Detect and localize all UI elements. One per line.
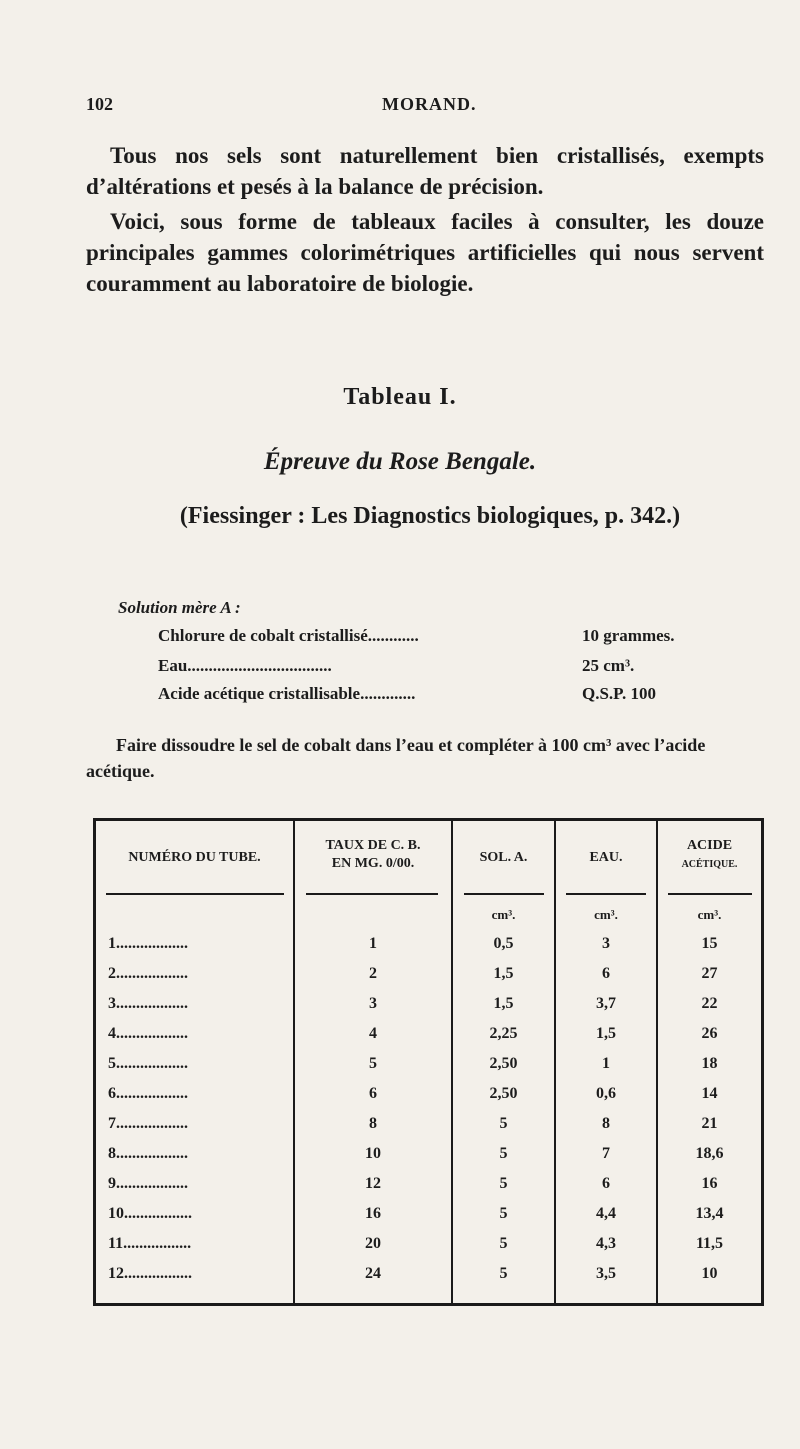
table-row	[96, 1085, 761, 1109]
cell-eau: 6	[602, 1175, 610, 1192]
bibliographic-reference: (Fiessinger : Les Diagnostics biologiques, p. 342.)	[179, 503, 681, 529]
cell-eau: 7	[602, 1145, 610, 1162]
cell-tube: 11.................	[108, 1235, 192, 1252]
cell-taux: 2	[369, 965, 377, 982]
header-taux	[295, 837, 451, 873]
cell-eau: 4,4	[596, 1205, 616, 1222]
cell-tube: 5..................	[108, 1055, 188, 1072]
cell-taux: 4	[369, 1025, 377, 1042]
ingredient-quantity: Q.S.P. 100	[582, 684, 657, 703]
cell-acide: 18	[701, 1055, 718, 1072]
cell-tube: 1..................	[108, 935, 188, 952]
cell-eau: 0,6	[596, 1085, 616, 1102]
cell-sol: 5	[499, 1265, 508, 1282]
cell-sol: 2,50	[489, 1085, 518, 1102]
ingredient-name: Chlorure de cobalt cristallisé............	[158, 626, 419, 645]
cell-acide: 15	[701, 935, 718, 952]
running-header	[86, 94, 751, 118]
table-row	[96, 1265, 761, 1289]
cell-sol: 0,5	[493, 935, 514, 952]
header-rule	[306, 893, 438, 895]
cell-eau: 1,5	[596, 1025, 616, 1042]
cell-sol: 5	[499, 1115, 508, 1132]
table-row	[96, 965, 761, 989]
table-row	[96, 935, 761, 959]
cell-acide: 22	[701, 995, 718, 1012]
header-eau: EAU.	[589, 850, 623, 865]
table-row	[96, 1235, 761, 1259]
cell-acide: 27	[701, 965, 718, 982]
cell-taux: 12	[365, 1175, 381, 1192]
cell-eau: 1	[602, 1055, 610, 1072]
cell-taux: 10	[365, 1145, 381, 1162]
cell-eau: 3,5	[596, 1265, 616, 1282]
cell-sol: 5	[499, 1205, 508, 1222]
cell-acide: 10	[701, 1265, 718, 1282]
cell-tube: 3..................	[108, 995, 188, 1012]
colorimetric-table	[93, 818, 764, 1306]
cell-acide: 13,4	[695, 1205, 724, 1222]
cell-sol: 2,25	[489, 1025, 518, 1042]
solution-label: Solution mère A :	[118, 598, 241, 617]
header-acide	[658, 837, 761, 874]
cell-eau: 8	[602, 1115, 610, 1132]
running-head: MORAND.	[382, 94, 477, 114]
ingredient-line	[158, 656, 718, 678]
ingredient-quantity: 10 grammes.	[582, 626, 675, 645]
intro-paragraph-2: Voici, sous forme de tableaux faciles à consulter, les douze principales gammes colorimétriques artificielles qui nous servent couramment au laboratoire de biologie.	[86, 209, 764, 296]
ingredient-line	[158, 684, 718, 706]
header-taux-line2: EN MG. 0/00.	[331, 856, 415, 871]
table-row	[96, 995, 761, 1019]
cell-eau: 3	[602, 935, 610, 952]
cell-taux: 8	[369, 1115, 377, 1132]
cell-sol: 1,5	[493, 995, 514, 1012]
ingredient-name: Eau..................................	[158, 656, 332, 675]
header-sol: SOL. A.	[479, 850, 528, 865]
table-row	[96, 1025, 761, 1049]
cell-tube: 10.................	[108, 1205, 192, 1222]
test-title: Épreuve du Rose Bengale.	[263, 448, 537, 475]
page-number: 102	[86, 94, 113, 114]
table-title: Tableau I.	[343, 384, 457, 410]
preparation-instruction: Faire dissoudre le sel de cobalt dans l’eau et compléter à 100 cm³ avec l’acide acétique.	[86, 735, 706, 781]
ingredient-line	[158, 626, 718, 648]
header-tube: NUMÉRO DU TUBE.	[128, 850, 261, 865]
cell-tube: 8..................	[108, 1145, 188, 1162]
header-acide-line2: ACÉTIQUE.	[681, 859, 738, 870]
cell-tube: 6..................	[108, 1085, 188, 1102]
header-rule	[464, 893, 544, 895]
cell-sol: 2,50	[489, 1055, 518, 1072]
ingredient-name: Acide acétique cristallisable.............	[158, 684, 416, 703]
cell-tube: 4..................	[108, 1025, 188, 1042]
cell-sol: 5	[499, 1145, 508, 1162]
cell-taux: 5	[369, 1055, 377, 1072]
cell-tube: 7..................	[108, 1115, 188, 1132]
cell-acide: 16	[701, 1175, 718, 1192]
cell-acide: 14	[701, 1085, 718, 1102]
header-acide-line1: ACIDE	[686, 838, 733, 853]
cell-taux: 6	[369, 1085, 377, 1102]
ingredient-quantity: 25 cm³.	[582, 656, 635, 675]
cell-taux: 20	[365, 1235, 381, 1252]
table-row	[96, 1145, 761, 1169]
intro-paragraph-1: Tous nos sels sont naturellement bien cristallisés, exempts d’altérations et pesés à la balance de précision.	[86, 143, 764, 199]
unit-eau: cm³.	[594, 907, 618, 922]
cell-sol: 5	[499, 1235, 508, 1252]
cell-eau: 3,7	[596, 995, 616, 1012]
header-rule	[668, 893, 752, 895]
cell-eau: 6	[602, 965, 610, 982]
cell-tube: 2..................	[108, 965, 188, 982]
unit-sol: cm³.	[491, 907, 516, 922]
cell-acide: 21	[701, 1115, 718, 1132]
table-row	[96, 1175, 761, 1199]
table-row	[96, 1115, 761, 1139]
cell-sol: 5	[499, 1175, 508, 1192]
header-taux-line1: TAUX DE C. B.	[325, 838, 421, 853]
cell-taux: 24	[365, 1265, 381, 1282]
cell-taux: 3	[369, 995, 377, 1012]
cell-acide: 26	[701, 1025, 718, 1042]
cell-acide: 11,5	[695, 1235, 724, 1252]
cell-taux: 1	[369, 935, 377, 952]
cell-eau: 4,3	[596, 1235, 616, 1252]
cell-taux: 16	[365, 1205, 381, 1222]
cell-tube: 9..................	[108, 1175, 188, 1192]
table-row	[96, 1055, 761, 1079]
unit-acide: cm³.	[697, 907, 722, 922]
cell-acide: 18,6	[695, 1145, 724, 1162]
cell-tube: 12.................	[108, 1265, 192, 1282]
cell-sol: 1,5	[493, 965, 514, 982]
header-rule	[106, 893, 284, 895]
header-rule	[566, 893, 646, 895]
table-row	[96, 1205, 761, 1229]
